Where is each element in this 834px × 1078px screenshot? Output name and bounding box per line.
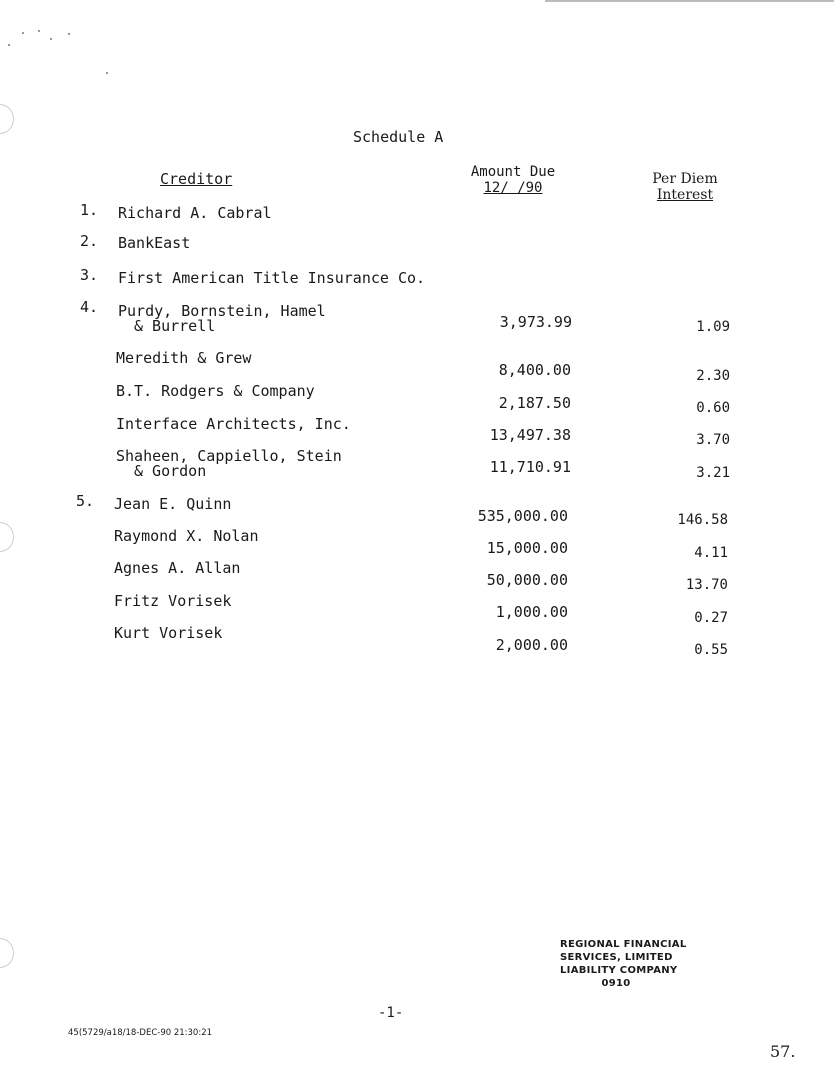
amount-due: 1,000.00: [495, 603, 568, 621]
entry-number: 2.: [80, 232, 99, 250]
handwritten-page-number: 57.: [770, 1042, 796, 1061]
per-diem-interest: 1.09: [696, 319, 730, 335]
per-diem-header-line1: Per Diem: [652, 171, 718, 187]
schedule-title: Schedule A: [353, 128, 444, 146]
amount-due-header-line2: 12/ /90: [483, 180, 543, 196]
amount-due: 8,400.00: [498, 361, 571, 379]
scan-speck: [38, 30, 40, 32]
creditor-name: Fritz Vorisek: [114, 592, 232, 610]
footer-document-id: 45(5729/a18/18-DEC-90 21:30:21: [68, 1028, 213, 1038]
scan-top-edge: [545, 0, 834, 2]
per-diem-interest: 0.60: [696, 400, 730, 416]
stamp-line: 0910: [601, 978, 631, 989]
creditor-name: First American Title Insurance Co.: [118, 269, 426, 287]
stamp-line: LIABILITY COMPANY: [560, 965, 678, 976]
entry-number: 3.: [80, 266, 99, 284]
creditor-header: Creditor: [160, 170, 233, 188]
scan-speck: [68, 33, 70, 35]
per-diem-interest: 13.70: [685, 577, 728, 593]
scan-speck: [8, 44, 10, 46]
amount-due: 50,000.00: [486, 571, 568, 589]
per-diem-interest: 0.27: [694, 610, 728, 626]
creditor-name: Interface Architects, Inc.: [116, 415, 351, 433]
scan-speck: [106, 72, 108, 74]
amount-due-header-line1: Amount Due: [470, 164, 556, 180]
company-stamp: [560, 938, 687, 990]
amount-due: 2,187.50: [498, 394, 571, 412]
per-diem-interest: 0.55: [694, 642, 728, 658]
amount-due: 13,497.38: [489, 426, 571, 444]
amount-due: 11,710.91: [489, 458, 571, 476]
amount-due-header: [463, 164, 563, 196]
per-diem-header: [642, 171, 728, 203]
creditor-name: BankEast: [118, 234, 191, 252]
punch-hole-top: [0, 104, 14, 134]
creditor-name: B.T. Rodgers & Company: [116, 382, 315, 400]
per-diem-interest: 3.21: [696, 465, 730, 481]
stamp-line: SERVICES, LIMITED: [560, 952, 673, 963]
creditor-name: Jean E. Quinn: [114, 495, 232, 513]
creditor-name: Richard A. Cabral: [118, 204, 272, 222]
amount-due: 15,000.00: [486, 539, 568, 557]
punch-hole-middle: [0, 522, 14, 552]
per-diem-interest: 4.11: [694, 545, 728, 561]
entry-number: 1.: [80, 201, 99, 219]
entry-number: 5.: [76, 492, 95, 510]
amount-due: 3,973.99: [499, 313, 572, 331]
punch-hole-bottom: [0, 938, 14, 968]
creditor-name-continued: & Gordon: [134, 462, 207, 480]
entry-number: 4.: [80, 298, 99, 316]
creditor-name: Kurt Vorisek: [114, 624, 223, 642]
creditor-name: Meredith & Grew: [116, 349, 252, 367]
amount-due: 2,000.00: [495, 636, 568, 654]
page-number: -1-: [378, 1005, 404, 1021]
per-diem-interest: 3.70: [696, 432, 730, 448]
amount-due: 535,000.00: [477, 507, 568, 525]
scan-speck: [50, 38, 52, 40]
stamp-line: REGIONAL FINANCIAL: [560, 939, 687, 950]
creditor-name: Raymond X. Nolan: [114, 527, 259, 545]
creditor-name: Shaheen, Cappiello, Stein: [116, 447, 342, 465]
creditor-name: Purdy, Bornstein, Hamel: [118, 302, 326, 320]
creditor-name-continued: & Burrell: [134, 317, 216, 335]
scan-speck: [22, 32, 24, 34]
per-diem-interest: 2.30: [696, 368, 730, 384]
creditor-name: Agnes A. Allan: [114, 559, 241, 577]
per-diem-interest: 146.58: [677, 512, 728, 528]
per-diem-header-line2: Interest: [656, 187, 714, 203]
